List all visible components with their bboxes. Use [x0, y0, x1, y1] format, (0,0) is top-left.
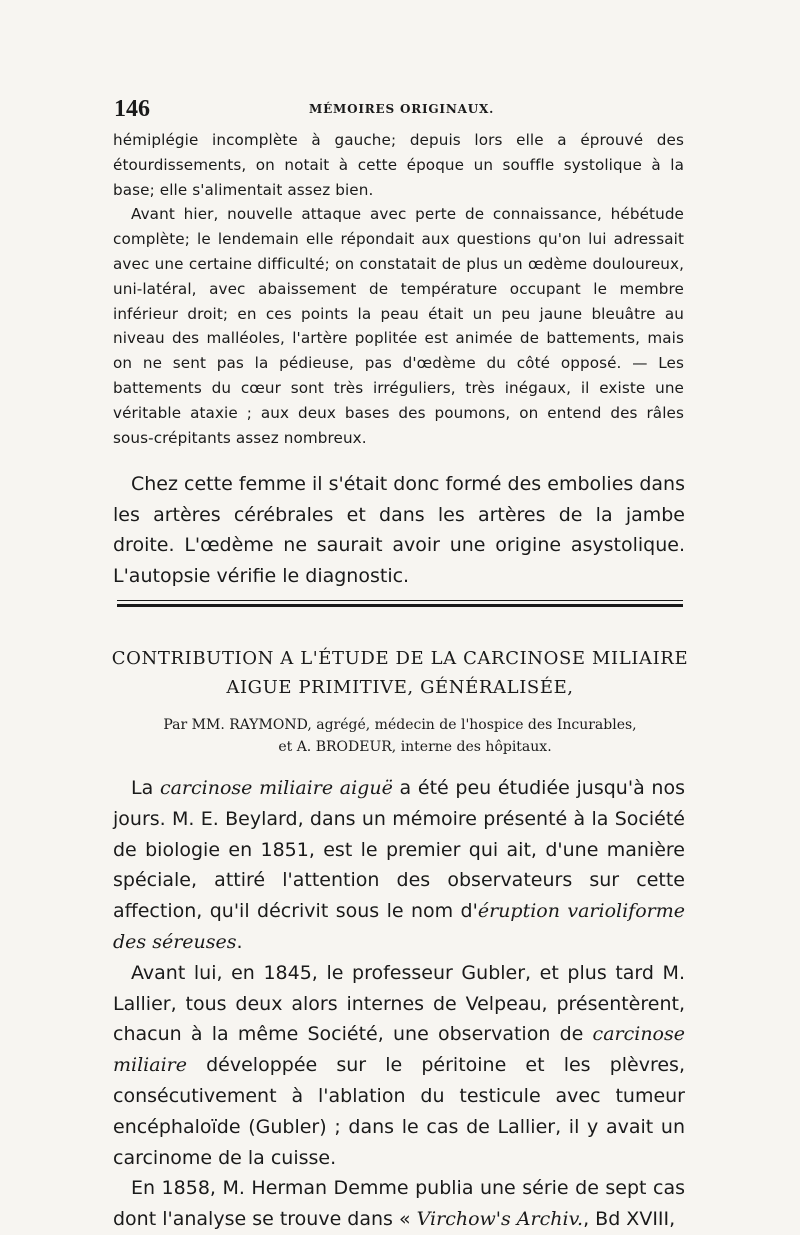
- conclusion-text: [113, 469, 685, 591]
- body-paragraph-1: [113, 773, 685, 958]
- page-header: [112, 96, 684, 122]
- section-divider-thick: [117, 604, 683, 607]
- body-p2-text-a: Avant lui, en 1845, le professeur Gubler, et plus tard M. Lallier, tous deux alors internes de Velpeau, présentèrent, chacun à la même Société, une observation de: [113, 961, 685, 1046]
- authors-line-2: et A. BRODEUR, interne des hôpitaux.: [278, 739, 552, 755]
- article-title-line-2: AIGUE PRIMITIVE, GÉNÉRALISÉE,: [226, 677, 574, 698]
- body-p3-text-b: , Bd XVIII,: [583, 1208, 676, 1231]
- authors-line-1: Par MM. RAYMOND, agrégé, médecin de l'hospice des Incurables,: [163, 717, 637, 733]
- article-title-line-1: CONTRIBUTION A L'ÉTUDE DE LA CARCINOSE MILIAIRE: [111, 648, 689, 669]
- conclusion-paragraph: Chez cette femme il s'était donc formé des embolies dans les artères cérébrales et dans les artères de la jambe droite. L'œdème ne saurait avoir une origine asystolique. L'autopsie vérifie le diagnostic.: [113, 473, 685, 587]
- body-p3-text-a: En 1858, M. Herman Demme publia une série de sept cas dont l'analyse se trouve dans «: [113, 1177, 685, 1231]
- term-carcinose-miliaire: carcinose miliaire: [113, 1023, 685, 1077]
- body-p1-text-a: La: [131, 777, 160, 799]
- article-body: [113, 773, 685, 1235]
- term-carcinose-miliaire-aigue: carcinose miliaire aiguë: [159, 777, 393, 799]
- citation-virchows-archiv: Virchow's Archiv.: [416, 1208, 584, 1231]
- body-p1-text-c: .: [236, 930, 243, 953]
- article-authors: [100, 714, 700, 758]
- running-head: MÉMOIRES ORIGINAUX.: [309, 102, 495, 116]
- page-number: 146: [114, 96, 150, 122]
- body-paragraph-3: [113, 1173, 685, 1235]
- body-p1-text-b: a été peu étudiée jusqu'à nos jours. M. E. Beylard, dans un mémoire présenté à la Société de biologie en 1851, est le premier qui ait, d'une manière spéciale, attiré l'attention des observateurs sur cette affection, qu'il décrivit sous le nom d': [113, 777, 685, 923]
- case-report-text: [113, 128, 684, 450]
- body-p2-text-b: développée sur le péritoine et les plèvres, consécutivement à l'ablation du testicule avec tumeur encéphaloïde (Gubler) ; dans le cas de Lallier, il y avait un carcinome de la cuisse.: [113, 1054, 685, 1169]
- section-divider-thin: [117, 600, 683, 601]
- case-report-paragraph-2: Avant hier, nouvelle attaque avec perte de connaissance, hébétude complète; le lendemain elle répondait aux questions qu'on lui adressait avec une certaine difficulté; on constatait de plus un œdème douloureux, uni-latéral, avec abaissement de température occupant le membre inférieur droit; en ces points la peau était un peu jaune bleuâtre au niveau des malléoles, l'artère poplitée est animée de battements, mais on ne sent pas la pédieuse, pas d'œdème du côté opposé. — Les battements du cœur sont très irréguliers, très inégaux, il existe une véritable ataxie ; aux deux bases des poumons, on entend des râles sous-crépitants assez nombreux.: [113, 205, 684, 447]
- case-report-paragraph-1: hémiplégie incomplète à gauche; depuis lors elle a éprouvé des étourdissements, on notait à cette époque un souffle systolique à la base; elle s'alimentait assez bien.: [113, 131, 684, 199]
- term-eruption-varioliforme: éruption varioliforme des séreuses: [113, 900, 686, 953]
- body-paragraph-2: [113, 958, 685, 1174]
